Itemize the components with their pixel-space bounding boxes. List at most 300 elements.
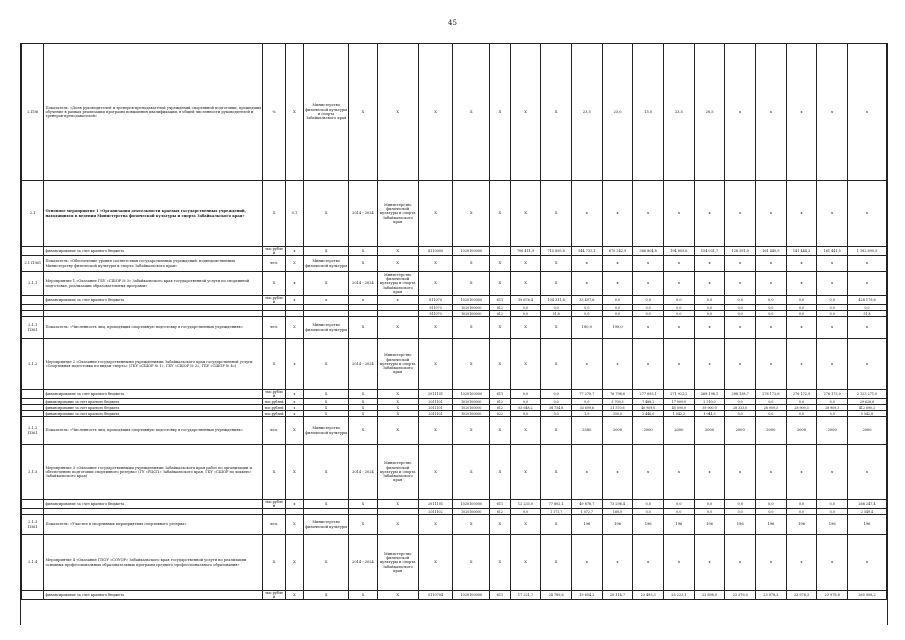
table-cell: 0,0 <box>664 296 695 305</box>
table-cell: 0,0 <box>633 305 664 311</box>
table-cell: 706 411,9 <box>510 247 541 256</box>
row-name-cell: Мероприятие 1 «Оказание ГБУ «СШОР № 3» Забайкальского края государственной услуги по спортивной подготовке, реализации образовательных программ» <box>44 272 263 296</box>
table-cell: 0110704 <box>418 591 453 600</box>
table-cell: 1020100000 <box>453 500 490 509</box>
table-cell: тыс.рублей <box>263 296 285 305</box>
table-cell: X <box>285 591 303 600</box>
table-cell: 23,5 <box>664 44 695 181</box>
table-cell: X <box>349 390 378 399</box>
table-cell: x <box>725 339 756 390</box>
table-cell: 180,0 <box>571 317 602 339</box>
row-name-cell: Мероприятие 2 «Оказание государственными учреждениями Забайкальского края государственной услуги «Спортивная подготовка по видам спорта» (ГБУ «СШОР № 1», ГБУ «СШОР № 2», ГБУ «СШОР № 4») <box>44 339 263 390</box>
table-cell: X <box>377 44 418 181</box>
table-cell: X <box>418 44 453 181</box>
table-cell: X <box>510 535 541 591</box>
table-cell: 0,0 <box>786 500 817 509</box>
table-cell: X <box>349 256 378 272</box>
table-cell: 0,0 <box>817 509 848 515</box>
table-cell: x <box>694 256 725 272</box>
table-cell: 2000 <box>602 417 633 445</box>
table-cell: 0,0 <box>756 305 787 311</box>
table-cell: X <box>453 317 490 339</box>
row-name-cell: Показатель: «Численность лиц, проходящих спортивную подготовку в государственных учреждениях» <box>44 317 263 339</box>
table-cell: x <box>817 339 848 390</box>
table-cell: 612 <box>490 305 510 311</box>
table-cell: x <box>694 272 725 296</box>
table-cell: 0,0 <box>725 305 756 311</box>
table-cell: Министерство физической культуры и спорта Забайкальского края <box>377 445 418 500</box>
table-cell: 28,5 <box>694 44 725 181</box>
table-cell: x <box>848 181 887 247</box>
table-row <box>22 256 887 272</box>
table-cell: 196 <box>756 515 787 535</box>
table-row <box>22 515 887 535</box>
table-cell: тыс.рублей <box>264 399 284 404</box>
table-cell: x <box>285 272 303 296</box>
table-cell: 0,0 <box>725 296 756 305</box>
table-cell: 168,0 <box>602 509 633 515</box>
table-cell: 0,0 <box>694 509 725 515</box>
table-cell: X <box>285 44 303 181</box>
table-cell: x <box>725 317 756 339</box>
table-cell: 40 090,0 <box>664 405 695 411</box>
table-cell: x <box>725 44 756 181</box>
table-cell: X <box>490 445 510 500</box>
table-cell: x <box>786 445 817 500</box>
table-cell: 271 922,2 <box>664 390 695 399</box>
table-cell: X <box>490 256 510 272</box>
table-cell: 0,0 <box>510 509 541 515</box>
table-cell: X <box>349 591 378 600</box>
table-cell: 1020100000 <box>453 405 490 411</box>
table-cell: 23 978,3 <box>756 591 787 600</box>
table-cell: x <box>285 296 303 305</box>
row-name-cell: Показатель: «Доля руководителей и тренеров-преподавателей учреждений спортивной подготовки, прошедших обучение в рамках реализации программ повышения квалификации, в общей численности руководителей и тренеров-преподавателей» <box>44 44 263 181</box>
table-cell: X <box>285 445 303 500</box>
table-cell: x <box>817 181 848 247</box>
table-cell: X <box>510 317 541 339</box>
table-cell: Министерство физической культуры и спорта Забайкальского края <box>377 272 418 296</box>
table-cell: 1020100000 <box>453 509 490 515</box>
table-cell: 33 497,6 <box>571 296 602 305</box>
table-cell: 196 <box>848 515 887 535</box>
table-cell: 194 809,6 <box>664 247 695 256</box>
financing-row <box>22 296 887 305</box>
table-cell: X <box>418 445 453 500</box>
table-cell: X <box>263 181 285 247</box>
table-cell: 196 <box>694 515 725 535</box>
table-cell: X <box>377 256 418 272</box>
table-cell: X <box>285 256 303 272</box>
row-code-cell: 2.1.1 <box>22 272 44 296</box>
row-name-cell: финансирование за счет краевого бюджета <box>44 399 263 405</box>
table-cell: 0,0 <box>633 296 664 305</box>
table-cell: 0,0 <box>817 311 848 317</box>
table-cell: 2000 <box>756 417 787 445</box>
table-cell: X <box>285 515 303 535</box>
table-cell: чел. <box>263 417 285 445</box>
row-name-cell: Показатель: «Численность лиц, проходящих спортивную подготовку в государственных учреждениях» <box>44 417 263 445</box>
table-cell: 128 391,9 <box>725 247 756 256</box>
table-cell: x <box>664 317 695 339</box>
row-name-cell: финансирование за счет краевого бюджета <box>44 591 263 600</box>
table-cell: 2011101 <box>418 405 453 411</box>
table-cell: 7 488,2 <box>633 399 664 405</box>
table-cell: 2 549,4 <box>848 509 887 515</box>
table-cell: 1020100000 <box>453 390 490 399</box>
table-cell: 0,0 <box>541 390 572 399</box>
row-name-cell: Основное мероприятие 1 «Организация деятельности краевых государственных учреждений, находящихся в ведении Министерства физической культуры и спорта Забайкальского края» <box>44 181 263 247</box>
table-cell: x <box>786 256 817 272</box>
row-code-cell: 2.1.3 ПЗ61 <box>22 515 44 535</box>
row-code-cell: 2.1.4 <box>22 535 44 591</box>
table-cell: x <box>633 445 664 500</box>
table-cell: x <box>285 405 303 411</box>
row-name-cell: финансирование за счет краевого бюджета <box>44 390 263 399</box>
table-cell: 350,0 <box>602 411 633 417</box>
table-cell: 33 699,6 <box>571 405 602 411</box>
table-cell: 104 311,8 <box>541 296 572 305</box>
table-cell: x <box>817 256 848 272</box>
table-cell: 23,5 <box>571 44 602 181</box>
table-cell: X <box>304 181 349 247</box>
table-cell: 1020100000 <box>453 305 490 311</box>
program-table <box>20 43 888 625</box>
table-cell: x <box>377 296 418 305</box>
table-cell: x <box>848 445 887 500</box>
financing-row <box>22 591 887 600</box>
table-cell: X <box>349 411 378 417</box>
table-cell: 28 909,3 <box>817 405 848 411</box>
table-cell: 0,0 <box>541 399 572 405</box>
table-cell: x <box>602 256 633 272</box>
table-cell: 190,0 <box>602 317 633 339</box>
table-cell: 51,8 <box>541 311 572 317</box>
table-cell: x <box>285 399 303 405</box>
table-cell: 611 <box>490 390 510 399</box>
table-cell: 1020100000 <box>453 311 490 317</box>
table-cell: 196 <box>725 515 756 535</box>
table-cell: Министерство физической культуры <box>304 515 349 535</box>
table-cell: X <box>349 44 378 181</box>
table-cell: 0,0 <box>756 500 787 509</box>
table-cell: X <box>349 317 378 339</box>
table-cell: 2000 <box>633 417 664 445</box>
table-cell: 1020100000 <box>453 247 490 256</box>
table-cell: 2014 - 2024 <box>349 445 378 500</box>
table-cell: X <box>453 256 490 272</box>
table-cell: X <box>304 405 349 411</box>
table-cell: X <box>453 272 490 296</box>
table-cell: X <box>263 445 285 500</box>
table-cell: x <box>571 256 602 272</box>
table-cell: X <box>510 44 541 181</box>
table-cell: 154 031,7 <box>694 247 725 256</box>
table-cell: 0,0 <box>694 311 725 317</box>
row-name-cell: финансирование за счет краевого бюджета <box>44 296 263 305</box>
table-cell: x <box>285 411 303 417</box>
table-cell: 0,0 <box>817 411 848 417</box>
table-cell: 0,0 <box>817 296 848 305</box>
table-cell: x <box>725 272 756 296</box>
table-cell: 0,0 <box>571 305 602 311</box>
table-cell: x <box>817 317 848 339</box>
table-cell: 1020100000 <box>453 411 490 417</box>
table-cell: 0,0 <box>541 305 572 311</box>
table-cell: x <box>602 339 633 390</box>
row-code-cell <box>22 591 44 600</box>
table-cell: 0,0 <box>510 399 541 405</box>
table-cell: 612 <box>490 509 510 515</box>
table-cell: 2580 <box>571 417 602 445</box>
table-cell: x <box>848 317 887 339</box>
table-cell: 670 242,9 <box>602 247 633 256</box>
table-cell: 2000 <box>817 417 848 445</box>
table-cell: 2014 - 2024 <box>349 272 378 296</box>
row-code-cell <box>22 500 44 509</box>
table-cell: x <box>694 317 725 339</box>
table-cell: 428 179,6 <box>848 296 887 305</box>
row-code-cell: 2.1 <box>22 181 44 247</box>
table-cell: x <box>664 272 695 296</box>
table-cell: 1 171,7 <box>541 509 572 515</box>
table-cell: X <box>304 535 349 591</box>
table-cell: x <box>602 535 633 591</box>
table-cell: X <box>541 181 572 247</box>
table-row <box>22 339 887 390</box>
table-cell: 0,0 <box>756 399 787 405</box>
table-cell: x <box>786 44 817 181</box>
table-cell: 0,0 <box>602 296 633 305</box>
table-cell: 196 <box>786 515 817 535</box>
table-cell: 2000 <box>725 417 756 445</box>
table-cell: 2011102 <box>418 509 453 515</box>
table-cell: 276 172,9 <box>786 390 817 399</box>
row-name-cell: Показатель: «Участие в спортивных мероприятиях спортивного резерва» <box>44 515 263 535</box>
table-cell: 2014 - 2024 <box>349 535 378 591</box>
table-row <box>22 535 887 591</box>
table-cell: x <box>756 44 787 181</box>
table-cell: 49 876,7 <box>571 500 602 509</box>
table-cell: 0,0 <box>725 311 756 317</box>
table-cell: x <box>786 339 817 390</box>
table-cell: X <box>453 417 490 445</box>
table-cell: x <box>633 272 664 296</box>
table-cell: 265 908,2 <box>848 591 887 600</box>
table-cell: 0,0 <box>694 296 725 305</box>
table-cell: 612 <box>490 311 510 317</box>
table-cell: X <box>263 272 285 296</box>
table-cell: x <box>664 181 695 247</box>
table-cell: X <box>453 181 490 247</box>
table-cell: 5 542,8 <box>848 411 887 417</box>
table-cell: 141 444,3 <box>786 247 817 256</box>
table-cell: 76 798,6 <box>602 390 633 399</box>
table-cell: X <box>541 317 572 339</box>
table-cell <box>490 247 510 256</box>
table-cell: 1 072,7 <box>571 509 602 515</box>
table-cell: Министерство физической культуры <box>304 417 349 445</box>
table-cell: 0,0 <box>725 411 756 417</box>
table-cell: 161 441,5 <box>817 247 848 256</box>
table-cell: 0,0 <box>725 399 756 405</box>
table-cell: X <box>349 405 378 411</box>
table-cell: X <box>377 417 418 445</box>
table-cell: 611 <box>490 500 510 509</box>
table-cell: 0,0 <box>817 305 848 311</box>
table-cell: 0,0 <box>786 305 817 311</box>
table-cell: 0,0 <box>602 311 633 317</box>
table-cell: Министерство физической культуры и спорта Забайкальского края <box>377 339 418 390</box>
table-cell: 0,0 <box>541 411 572 417</box>
table-cell: x <box>664 339 695 390</box>
table-cell: 0,0 <box>694 500 725 509</box>
table-cell: тыс.рублей <box>263 390 285 399</box>
table-cell: X <box>349 247 378 256</box>
table-cell: 28 909,3 <box>756 405 787 411</box>
table-cell: X <box>418 272 453 296</box>
table-cell: чел. <box>263 515 285 535</box>
table-cell: X <box>541 272 572 296</box>
table-cell: X <box>490 181 510 247</box>
table-cell: X <box>377 591 418 600</box>
row-code-cell: 2.1.1 ПЗ61 <box>22 317 44 339</box>
table-cell: X <box>510 272 541 296</box>
table-cell: 0,0 <box>694 305 725 311</box>
table-cell: 2014 - 2024 <box>349 181 378 247</box>
table-cell: X <box>453 445 490 500</box>
table-cell: 1020100000 <box>453 399 490 405</box>
table-row <box>22 181 887 247</box>
table-cell: тыс.рублей <box>263 591 285 600</box>
table-cell: x <box>848 272 887 296</box>
table-cell: 0,0 <box>510 311 541 317</box>
table-cell: 38 754,8 <box>541 405 572 411</box>
table-cell: 811070 <box>418 311 453 317</box>
table-cell: 276 173,0 <box>817 390 848 399</box>
table-cell: X <box>418 256 453 272</box>
table-cell: 0,0 <box>786 411 817 417</box>
table-cell: 8110000 <box>418 247 453 256</box>
row-code-cell: 2.1 ПЗ61 <box>22 256 44 272</box>
table-cell: X <box>418 181 453 247</box>
table-cell: X <box>377 411 418 417</box>
table-cell: X <box>263 339 285 390</box>
table-cell: Министерство физической культуры и спорта Забайкальского края <box>304 44 349 181</box>
table-cell: x <box>725 256 756 272</box>
table-cell: x <box>633 181 664 247</box>
financing-row <box>22 500 887 509</box>
table-cell: X <box>418 515 453 535</box>
table-cell: 388 804,8 <box>633 247 664 256</box>
row-name-cell: Мероприятие 4 «Оказание ГПОУ «СОУОР» Забайкальского края государственной услуги по реализации основных профессиональных образовательных программ среднего профессионального образования» <box>44 535 263 591</box>
table-cell: 39 900,0 <box>694 405 725 411</box>
table-cell: x <box>786 535 817 591</box>
table-cell: 19 654,2 <box>571 591 602 600</box>
table-cell: 12 233,0 <box>510 500 541 509</box>
table-cell: 0,0 <box>510 390 541 399</box>
table-cell: 25 223,1 <box>664 591 695 600</box>
table-cell: 0,0 <box>756 411 787 417</box>
data-grid <box>21 43 887 600</box>
table-cell: 0,0 <box>756 311 787 317</box>
table-cell: X <box>349 399 378 405</box>
table-cell: 23 379,0 <box>725 591 756 600</box>
table-cell: 23,0 <box>602 44 633 181</box>
table-cell: X <box>418 535 453 591</box>
table-cell: тыс.рублей <box>263 500 285 509</box>
table-cell: 0,0 <box>664 311 695 317</box>
row-code-cell <box>22 296 44 305</box>
table-cell: 21 570,6 <box>602 405 633 411</box>
table-cell: x <box>304 296 349 305</box>
table-row <box>22 272 887 296</box>
table-cell: X <box>510 256 541 272</box>
table-cell: x <box>756 256 787 272</box>
table-cell: x <box>694 535 725 591</box>
table-cell: 2011101 <box>418 500 453 509</box>
table-cell: 0,0 <box>817 399 848 405</box>
table-cell: x <box>756 317 787 339</box>
financing-row <box>22 390 887 399</box>
table-cell: X <box>541 535 572 591</box>
table-cell: X <box>377 500 418 509</box>
table-cell: 612 <box>490 405 510 411</box>
table-cell: X <box>304 247 349 256</box>
table-cell: 276 172,6 <box>756 390 787 399</box>
table-cell: x <box>756 445 787 500</box>
table-cell: x <box>285 500 303 509</box>
table-cell: 51,8 <box>848 311 887 317</box>
table-cell: 1 182 890,5 <box>848 247 887 256</box>
table-cell: 2014 - 2024 <box>349 339 378 390</box>
table-cell: 288 138,7 <box>725 390 756 399</box>
table-cell: X <box>349 500 378 509</box>
table-cell: X <box>490 272 510 296</box>
table-cell: 268 198,1 <box>694 390 725 399</box>
table-cell: X <box>349 417 378 445</box>
table-cell: 0,0 <box>756 509 787 515</box>
table-cell: x <box>285 339 303 390</box>
table-cell: 28 333,0 <box>725 405 756 411</box>
table-cell: 2011101 <box>418 390 453 399</box>
table-cell: X <box>377 399 418 405</box>
table-cell: x <box>349 296 378 305</box>
table-cell: X <box>490 417 510 445</box>
table-cell: 23 898,0 <box>694 591 725 600</box>
table-cell: 612 <box>490 399 510 405</box>
table-cell: чел. <box>263 317 285 339</box>
table-cell: тыс.рублей <box>264 405 284 410</box>
table-cell: X <box>453 535 490 591</box>
table-cell: 0,0 <box>725 509 756 515</box>
table-cell: X <box>490 515 510 535</box>
table-cell: 77 802,1 <box>541 500 572 509</box>
row-code-cell: 2.1.3 <box>22 445 44 500</box>
table-cell: 0,0 <box>848 305 887 311</box>
table-cell: 0,0 <box>786 509 817 515</box>
table-cell: Министерство физической культуры <box>304 256 349 272</box>
table-cell: 0,0 <box>786 296 817 305</box>
table-cell: X <box>510 339 541 390</box>
row-code-cell: 2.ПЗ6 <box>22 44 44 181</box>
table-cell: 3 709,3 <box>602 399 633 405</box>
table-cell: 17 000,0 <box>664 399 695 405</box>
table-cell: X <box>453 515 490 535</box>
table-cell: X <box>377 317 418 339</box>
table-cell: 0,1 <box>285 181 303 247</box>
table-cell: x <box>725 535 756 591</box>
